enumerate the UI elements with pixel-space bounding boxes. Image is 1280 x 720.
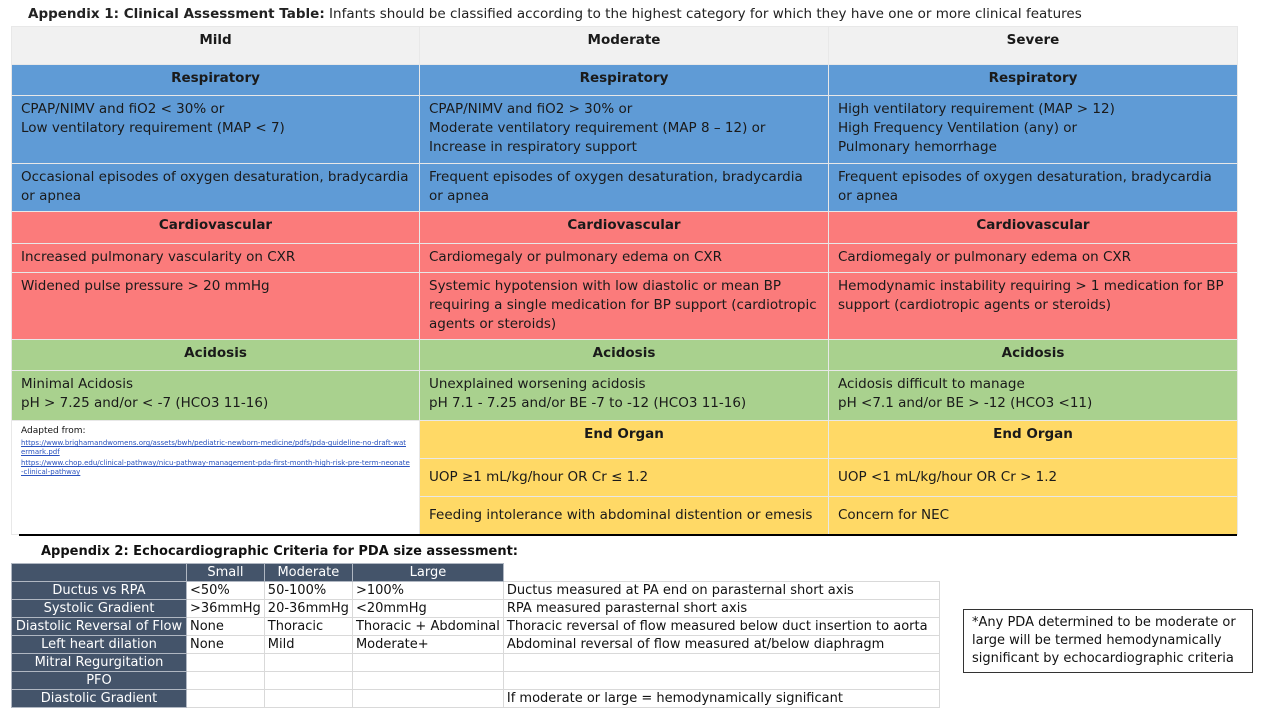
table-cell xyxy=(187,690,265,708)
adapted-from-label: Adapted from: xyxy=(21,426,86,436)
section-header: Acidosis xyxy=(12,340,420,371)
table-cell: CPAP/NIMV and fiO2 < 30% or Low ventilatory requirement (MAP < 7) xyxy=(12,96,420,164)
echo-row-label: Diastolic Gradient xyxy=(12,690,187,708)
section-divider xyxy=(19,534,1237,536)
table-row xyxy=(12,672,940,690)
section-header: Respiratory xyxy=(420,65,829,96)
table-cell: Frequent episodes of oxygen desaturation, bradycardia or apnea xyxy=(829,164,1238,212)
table-cell: Unexplained worsening acidosis pH 7.1 - 7.25 and/or BE -7 to -12 (HCO3 11-16) xyxy=(420,371,829,421)
table-cell: UOP ≥1 mL/kg/hour OR Cr ≤ 1.2 xyxy=(420,459,829,497)
table-row xyxy=(12,164,1238,212)
section-row-respiratory xyxy=(12,65,1238,96)
table-cell: None xyxy=(187,618,265,636)
table-row xyxy=(12,244,1238,273)
table-cell: High ventilatory requirement (MAP > 12) High Frequency Ventilation (any) or Pulmonary hemorrhage xyxy=(829,96,1238,164)
table-cell: Thoracic xyxy=(264,618,352,636)
section-header: Cardiovascular xyxy=(829,212,1238,244)
table-cell: Moderate+ xyxy=(352,636,503,654)
table-row xyxy=(12,371,1238,421)
echo-header-blank xyxy=(12,564,187,582)
echo-header-row xyxy=(12,564,940,582)
table-cell: Hemodynamic instability requiring > 1 medication for BP support (cardiotropic agents or steroids) xyxy=(829,273,1238,340)
table-cell: Frequent episodes of oxygen desaturation, bradycardia or apnea xyxy=(420,164,829,212)
section-row-acidosis xyxy=(12,340,1238,371)
table-cell xyxy=(264,672,352,690)
table-cell xyxy=(264,690,352,708)
table-cell: <50% xyxy=(187,582,265,600)
table-cell xyxy=(264,654,352,672)
echo-row-label: Systolic Gradient xyxy=(12,600,187,618)
table-cell xyxy=(503,654,939,672)
table-row xyxy=(12,273,1238,340)
table-cell: Feeding intolerance with abdominal distention or emesis xyxy=(420,497,829,535)
table-cell: Thoracic + Abdominal xyxy=(352,618,503,636)
table-cell: Cardiomegaly or pulmonary edema on CXR xyxy=(829,244,1238,273)
table-cell: Widened pulse pressure > 20 mmHg xyxy=(12,273,420,340)
table-row xyxy=(12,690,940,708)
echo-criteria-table xyxy=(11,563,940,708)
appendix1-title-rest: Infants should be classified according to the highest category for which they have one or more clinical features xyxy=(324,6,1082,22)
section-header: Cardiovascular xyxy=(420,212,829,244)
table-cell: Thoracic reversal of flow measured below duct insertion to aorta xyxy=(503,618,939,636)
reference-link-chop[interactable]: https://www.chop.edu/clinical-pathway/nicu-pathway-management-pda-first-month-high-risk-pre-term-neonate-clinical-pathway xyxy=(21,459,410,476)
section-header: End Organ xyxy=(420,421,829,459)
table-row xyxy=(12,600,940,618)
table-cell: Acidosis difficult to manage pH <7.1 and/or BE > -12 (HCO3 <11) xyxy=(829,371,1238,421)
table-cell: <20mmHg xyxy=(352,600,503,618)
section-row-end-organ xyxy=(12,421,1238,459)
table-cell xyxy=(352,672,503,690)
section-header: Cardiovascular xyxy=(12,212,420,244)
echo-row-label: Ductus vs RPA xyxy=(12,582,187,600)
table-cell: UOP <1 mL/kg/hour OR Cr > 1.2 xyxy=(829,459,1238,497)
table-cell: 20-36mmHg xyxy=(264,600,352,618)
table-cell xyxy=(352,690,503,708)
table-cell: Concern for NEC xyxy=(829,497,1238,535)
table-cell: 50-100% xyxy=(264,582,352,600)
section-row-cardiovascular xyxy=(12,212,1238,244)
table-row xyxy=(12,618,940,636)
column-header-severe: Severe xyxy=(829,27,1238,65)
column-header-mild: Mild xyxy=(12,27,420,65)
echo-row-label: PFO xyxy=(12,672,187,690)
echo-header-large: Large xyxy=(352,564,503,582)
section-header: Respiratory xyxy=(829,65,1238,96)
echo-row-label: Mitral Regurgitation xyxy=(12,654,187,672)
section-header: End Organ xyxy=(829,421,1238,459)
section-header: Respiratory xyxy=(12,65,420,96)
table-cell xyxy=(187,654,265,672)
echo-row-label: Diastolic Reversal of Flow xyxy=(12,618,187,636)
table-cell: Increased pulmonary vascularity on CXR xyxy=(12,244,420,273)
echo-header-small: Small xyxy=(187,564,265,582)
table-cell: Cardiomegaly or pulmonary edema on CXR xyxy=(420,244,829,273)
hemodynamic-footnote: *Any PDA determined to be moderate or large will be termed hemodynamically significant by echocardiographic criteria xyxy=(963,609,1253,673)
table-cell: Systemic hypotension with low diastolic or mean BP requiring a single medication for BP support (cardiotropic agents or steroids) xyxy=(420,273,829,340)
table-row xyxy=(12,582,940,600)
table-cell xyxy=(503,672,939,690)
table-cell: RPA measured parasternal short axis xyxy=(503,600,939,618)
echo-header-moderate: Moderate xyxy=(264,564,352,582)
table-cell: Minimal Acidosis pH > 7.25 and/or < -7 (HCO3 11-16) xyxy=(12,371,420,421)
table-row xyxy=(12,96,1238,164)
column-header-moderate: Moderate xyxy=(420,27,829,65)
table-cell: >36mmHg xyxy=(187,600,265,618)
echo-header-spacer xyxy=(503,564,939,582)
table-cell xyxy=(352,654,503,672)
section-header: Acidosis xyxy=(420,340,829,371)
table-row xyxy=(12,654,940,672)
table-cell: Occasional episodes of oxygen desaturation, bradycardia or apnea xyxy=(12,164,420,212)
table-cell: If moderate or large = hemodynamically significant xyxy=(503,690,939,708)
adapted-from-block xyxy=(12,421,420,535)
clinical-assessment-table xyxy=(11,26,1238,535)
table-cell: None xyxy=(187,636,265,654)
reference-link-brigham[interactable]: https://www.brighamandwomens.org/assets/bwh/pediatric-newborn-medicine/pdfs/pda-guideline-no-draft-watermark.pdf xyxy=(21,439,406,456)
appendix1-title xyxy=(28,6,1082,22)
appendix1-title-bold: Appendix 1: Clinical Assessment Table: xyxy=(28,6,325,22)
appendix2-title: Appendix 2: Echocardiographic Criteria for PDA size assessment: xyxy=(41,544,518,559)
table-cell: Mild xyxy=(264,636,352,654)
section-header: Acidosis xyxy=(829,340,1238,371)
table-cell: >100% xyxy=(352,582,503,600)
echo-row-label: Left heart dilation xyxy=(12,636,187,654)
table-cell: Abdominal reversal of flow measured at/below diaphragm xyxy=(503,636,939,654)
severity-header-row xyxy=(12,27,1238,65)
table-cell: Ductus measured at PA end on parasternal short axis xyxy=(503,582,939,600)
table-cell xyxy=(187,672,265,690)
table-cell: CPAP/NIMV and fiO2 > 30% or Moderate ventilatory requirement (MAP 8 – 12) or Increase in respiratory support xyxy=(420,96,829,164)
table-row xyxy=(12,636,940,654)
